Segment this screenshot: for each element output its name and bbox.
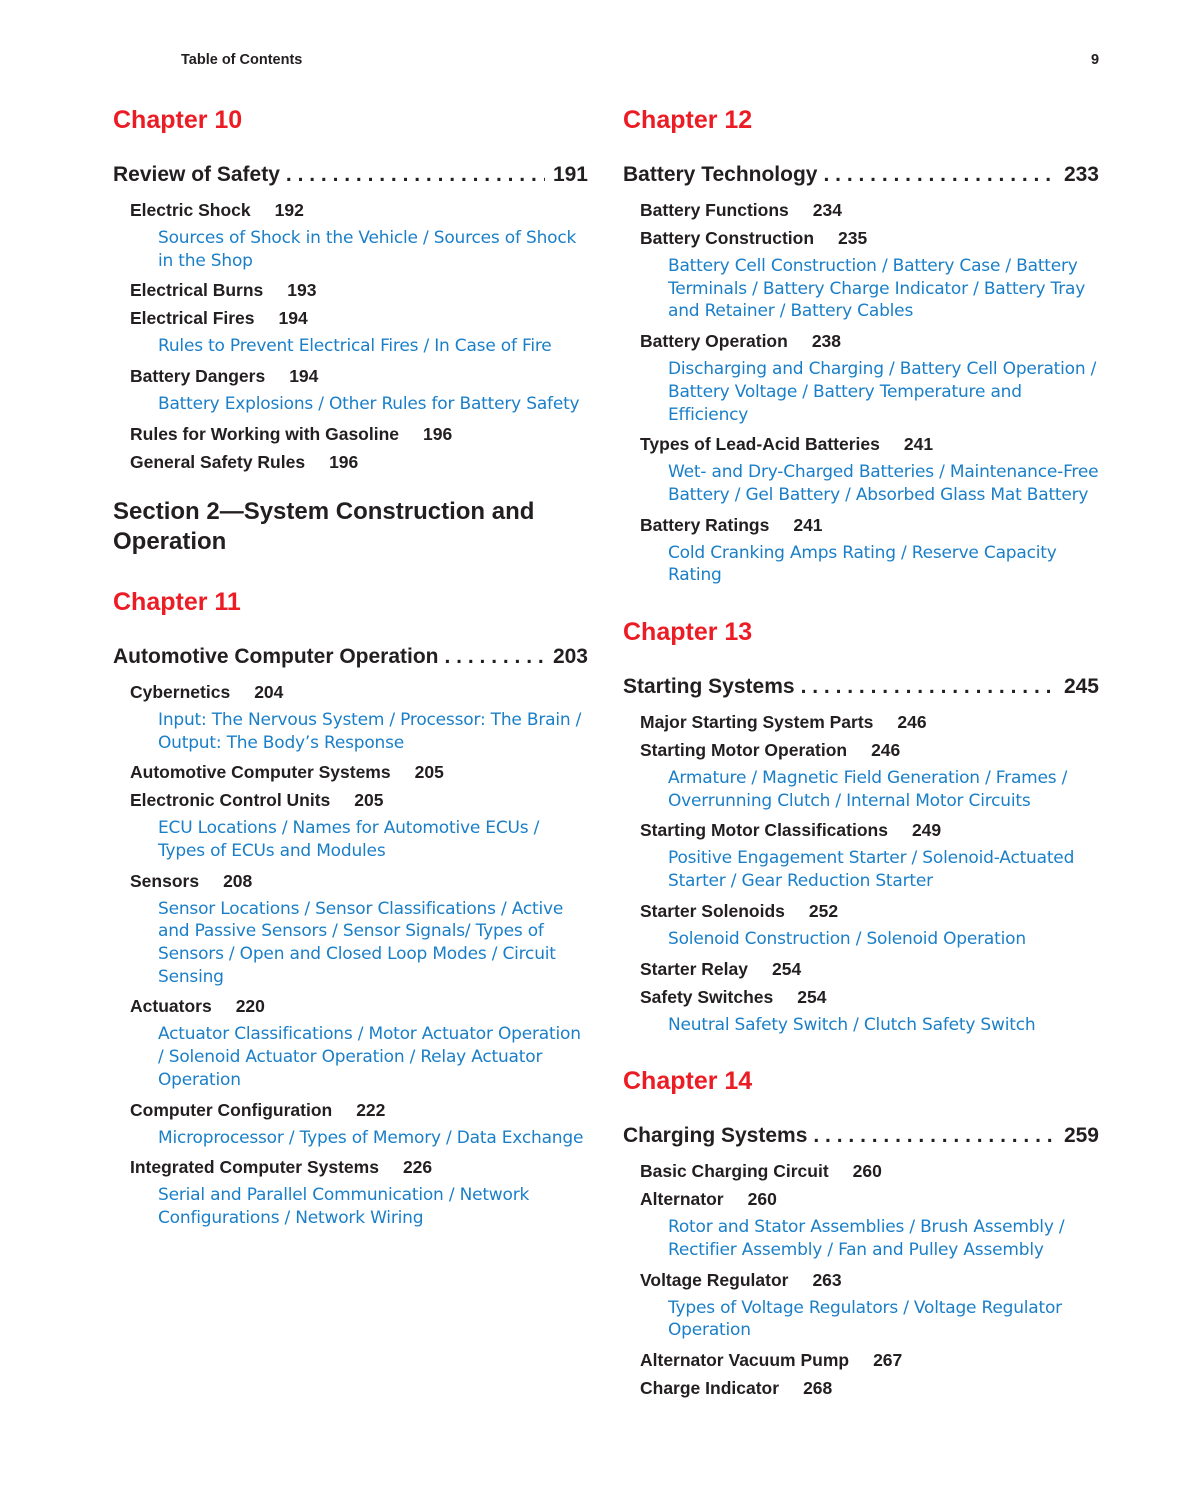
toc-entry[interactable] [623, 1185, 1099, 1213]
entry-page: 241 [903, 434, 934, 455]
entry-page: 246 [897, 712, 927, 733]
subtopic-links[interactable]: Battery Cell Construction / Battery Case / Battery Terminals / Battery Charge Indicator / Battery Tray and Retainer / Battery Cables [668, 256, 1086, 322]
entry-title: Electrical Fires [130, 308, 255, 329]
toc-entry[interactable] [113, 992, 588, 1020]
subtopic-links[interactable]: Solenoid Construction / Solenoid Operation [668, 928, 1026, 949]
entry-title: Starting Motor Operation [640, 740, 848, 761]
entry-subtopics [623, 1297, 1099, 1342]
entry-subtopics [113, 335, 588, 358]
chapter-topic-link[interactable] [113, 642, 588, 672]
toc-entry[interactable] [623, 1346, 1099, 1374]
subtopic-links[interactable]: Wet- and Dry-Charged Batteries / Maintenance-Free Battery / Gel Battery / Absorbed Glass Mat Battery [668, 462, 1099, 505]
dot-leader [286, 160, 545, 190]
toc-entry[interactable] [113, 362, 588, 390]
toc-entry[interactable] [113, 678, 588, 706]
entry-title: Basic Charging Circuit [640, 1161, 829, 1182]
entry-page: 235 [838, 228, 868, 248]
entry-title: Electronic Control Units [130, 790, 331, 811]
topic-title: Starting Systems [623, 675, 795, 699]
entry-subtopics [623, 847, 1099, 892]
subtopic-links[interactable]: Neutral Safety Switch / Clutch Safety Switch [668, 1014, 1036, 1035]
entry-page: 196 [329, 451, 359, 472]
chapter-topic-link[interactable] [623, 672, 1099, 702]
dot-leader [813, 1121, 1056, 1151]
entry-page: 196 [423, 423, 453, 444]
subtopic-links[interactable]: Battery Explosions / Other Rules for Battery Safety [158, 394, 580, 415]
entry-subtopics [113, 898, 588, 989]
entry-page: 260 [747, 1189, 777, 1210]
chapter-topic-link[interactable] [623, 1121, 1099, 1151]
entry-page: 241 [793, 514, 823, 535]
subtopic-links[interactable]: Discharging and Charging / Battery Cell Operation / Battery Voltage / Battery Temperature and Efficiency [668, 359, 1097, 425]
entry-subtopics [623, 767, 1099, 812]
entry-subtopics [623, 461, 1099, 506]
topic-page: 245 [1063, 675, 1099, 699]
entry-title: General Safety Rules [130, 451, 306, 472]
topic-title: Battery Technology [623, 163, 818, 186]
entry-subtopics [113, 817, 588, 862]
toc-entry[interactable] [113, 420, 588, 448]
entry-page: 252 [808, 900, 839, 921]
toc-entry[interactable] [623, 816, 1099, 844]
topic-title: Charging Systems [623, 1124, 808, 1148]
toc-entry[interactable] [623, 983, 1099, 1011]
entry-page: 194 [278, 308, 308, 329]
toc-block [623, 100, 1099, 587]
entry-title: Electrical Burns [130, 280, 264, 301]
entry-subtopics [623, 928, 1099, 951]
toc-entry[interactable] [113, 786, 588, 814]
toc-entry[interactable] [623, 327, 1099, 355]
topic-page: 191 [552, 163, 588, 186]
entry-page: 220 [235, 996, 265, 1017]
entry-page: 226 [402, 1157, 433, 1178]
toc-entry[interactable] [113, 196, 588, 224]
toc-block [113, 497, 588, 557]
toc-entry[interactable] [113, 304, 588, 332]
toc-entry[interactable] [623, 708, 1099, 736]
toc-block [113, 582, 588, 1230]
toc-block [623, 612, 1099, 1036]
entry-page: 205 [414, 762, 444, 783]
entry-page: 205 [354, 790, 384, 811]
dot-leader [823, 160, 1055, 190]
topic-title: Automotive Computer Operation [113, 644, 439, 668]
entry-title: Safety Switches [640, 986, 774, 1007]
dot-leader [801, 672, 1056, 702]
toc-entry[interactable] [623, 430, 1099, 458]
toc-entry[interactable] [113, 758, 588, 786]
chapter-heading[interactable]: Chapter 13 [623, 618, 753, 647]
toc-entry[interactable] [623, 224, 1099, 252]
entry-page: 268 [803, 1378, 833, 1399]
entry-title: Battery Construction [640, 228, 815, 248]
entry-subtopics [113, 227, 588, 272]
entry-page: 260 [852, 1161, 882, 1182]
entry-subtopics [113, 1023, 588, 1091]
running-header-title: Table of Contents [181, 52, 303, 68]
entry-title: Major Starting System Parts [640, 712, 874, 733]
entry-subtopics [623, 255, 1099, 323]
entry-page: 222 [356, 1099, 386, 1120]
entry-title: Starter Relay [640, 958, 748, 979]
toc-entry[interactable] [113, 276, 588, 304]
subtopic-links[interactable]: Actuator Classifications / Motor Actuator Operation / Solenoid Actuator Operation / Relay Actuator Operation [158, 1024, 581, 1090]
entry-page: 238 [811, 331, 842, 352]
toc-entry[interactable] [113, 867, 588, 895]
subtopic-links[interactable]: Rules to Prevent Electrical Fires / In Case of Fire [158, 336, 552, 357]
toc-block [623, 1061, 1099, 1402]
entry-title: Charge Indicator [640, 1378, 780, 1399]
chapter-topic-link[interactable] [623, 160, 1099, 190]
toc-entry[interactable] [113, 1153, 588, 1181]
entry-title: Actuators [130, 996, 212, 1017]
entry-title: Voltage Regulator [640, 1269, 789, 1290]
entry-title: Computer Configuration [130, 1099, 333, 1120]
entry-title: Cybernetics [130, 681, 231, 702]
entry-subtopics [623, 542, 1099, 587]
entry-page: 204 [254, 681, 284, 702]
subtopic-links[interactable]: Positive Engagement Starter / Solenoid-Actuated Starter / Gear Reduction Starter [668, 848, 1075, 892]
entry-page: 234 [812, 200, 842, 220]
entry-subtopics [113, 1127, 588, 1150]
entry-subtopics [623, 1216, 1099, 1261]
entry-subtopics [113, 709, 588, 754]
entry-title: Automotive Computer Systems [130, 762, 391, 783]
entry-page: 249 [911, 820, 942, 841]
subtopic-links[interactable]: Input: The Nervous System / Processor: The Brain / Output: The Body’s Response [158, 709, 582, 753]
entry-title: Starter Solenoids [640, 900, 785, 921]
entry-subtopics [623, 1014, 1099, 1037]
subtopic-links[interactable]: ECU Locations / Names for Automotive ECUs / Types of ECUs and Modules [158, 818, 540, 861]
toc-entry[interactable] [623, 1157, 1099, 1185]
toc-entry[interactable] [623, 196, 1099, 224]
entry-subtopics [113, 393, 588, 416]
entry-title: Rules for Working with Gasoline [130, 423, 400, 444]
chapter-heading[interactable]: Chapter 10 [113, 106, 243, 134]
subtopic-links[interactable]: Sources of Shock in the Vehicle / Sources of Shock in the Shop [158, 228, 577, 271]
topic-page: 233 [1063, 163, 1099, 186]
dot-leader [445, 642, 545, 672]
entry-page: 267 [873, 1350, 903, 1371]
toc-entry[interactable] [623, 897, 1099, 925]
entry-page: 192 [274, 200, 304, 220]
entry-title: Integrated Computer Systems [130, 1157, 379, 1178]
entry-subtopics [113, 1184, 588, 1229]
toc-entry[interactable] [623, 955, 1099, 983]
entry-page: 254 [771, 958, 802, 979]
subtopic-links[interactable]: Microprocessor / Types of Memory / Data Exchange [158, 1127, 584, 1148]
toc-entry[interactable] [113, 1096, 588, 1124]
entry-page: 263 [812, 1269, 842, 1290]
toc-block [113, 100, 588, 476]
topic-page: 259 [1063, 1124, 1099, 1148]
subtopic-links[interactable]: Serial and Parallel Communication / Network Configurations / Network Wiring [158, 1185, 530, 1228]
page-number: 9 [1091, 52, 1100, 68]
entry-title: Starting Motor Classifications [640, 820, 888, 841]
chapter-heading[interactable]: Chapter 11 [113, 587, 241, 616]
entry-page: 194 [289, 366, 319, 387]
entry-page: 246 [871, 740, 901, 761]
entry-title: Battery Dangers [130, 366, 266, 387]
entry-subtopics [623, 358, 1099, 426]
topic-page: 203 [552, 644, 588, 668]
entry-title: Electric Shock [130, 200, 251, 220]
entry-title: Sensors [130, 870, 200, 891]
entry-title: Alternator Vacuum Pump [640, 1350, 850, 1371]
chapter-heading[interactable]: Chapter 14 [623, 1067, 753, 1096]
subtopic-links[interactable]: Sensor Locations / Sensor Classifications / Active and Passive Sensors / Sensor Signals/ Types of Sensors / Open and Closed Loop Modes / Circuit Sensing [158, 898, 564, 987]
section-heading: Section 2—System Construction and Operation [113, 497, 535, 555]
toc-entry[interactable] [623, 1266, 1099, 1294]
toc-column-right [623, 100, 1099, 1402]
subtopic-links[interactable]: Types of Voltage Regulators / Voltage Regulator Operation [668, 1297, 1062, 1341]
topic-title: Review of Safety [113, 163, 280, 186]
entry-title: Types of Lead-Acid Batteries [640, 434, 880, 455]
entry-page: 208 [223, 870, 253, 891]
entry-title: Battery Functions [640, 200, 789, 220]
toc-entry[interactable] [623, 511, 1099, 539]
entry-page: 193 [287, 280, 317, 301]
subtopic-links[interactable]: Armature / Magnetic Field Generation / Frames / Overrunning Clutch / Internal Motor Circuits [668, 768, 1068, 811]
entry-title: Alternator [640, 1189, 724, 1210]
entry-title: Battery Operation [640, 331, 788, 352]
subtopic-links[interactable]: Rotor and Stator Assemblies / Brush Assembly / Rectifier Assembly / Fan and Pulley Assembly [668, 1217, 1065, 1260]
toc-entry[interactable] [623, 736, 1099, 764]
toc-entry[interactable] [113, 448, 588, 476]
toc-entry[interactable] [623, 1374, 1099, 1402]
chapter-topic-link[interactable] [113, 160, 588, 190]
chapter-heading[interactable]: Chapter 12 [623, 106, 753, 134]
entry-page: 254 [797, 986, 827, 1007]
entry-title: Battery Ratings [640, 514, 770, 535]
subtopic-links[interactable]: Cold Cranking Amps Rating / Reserve Capacity Rating [668, 542, 1057, 586]
toc-column-left [113, 100, 588, 1234]
